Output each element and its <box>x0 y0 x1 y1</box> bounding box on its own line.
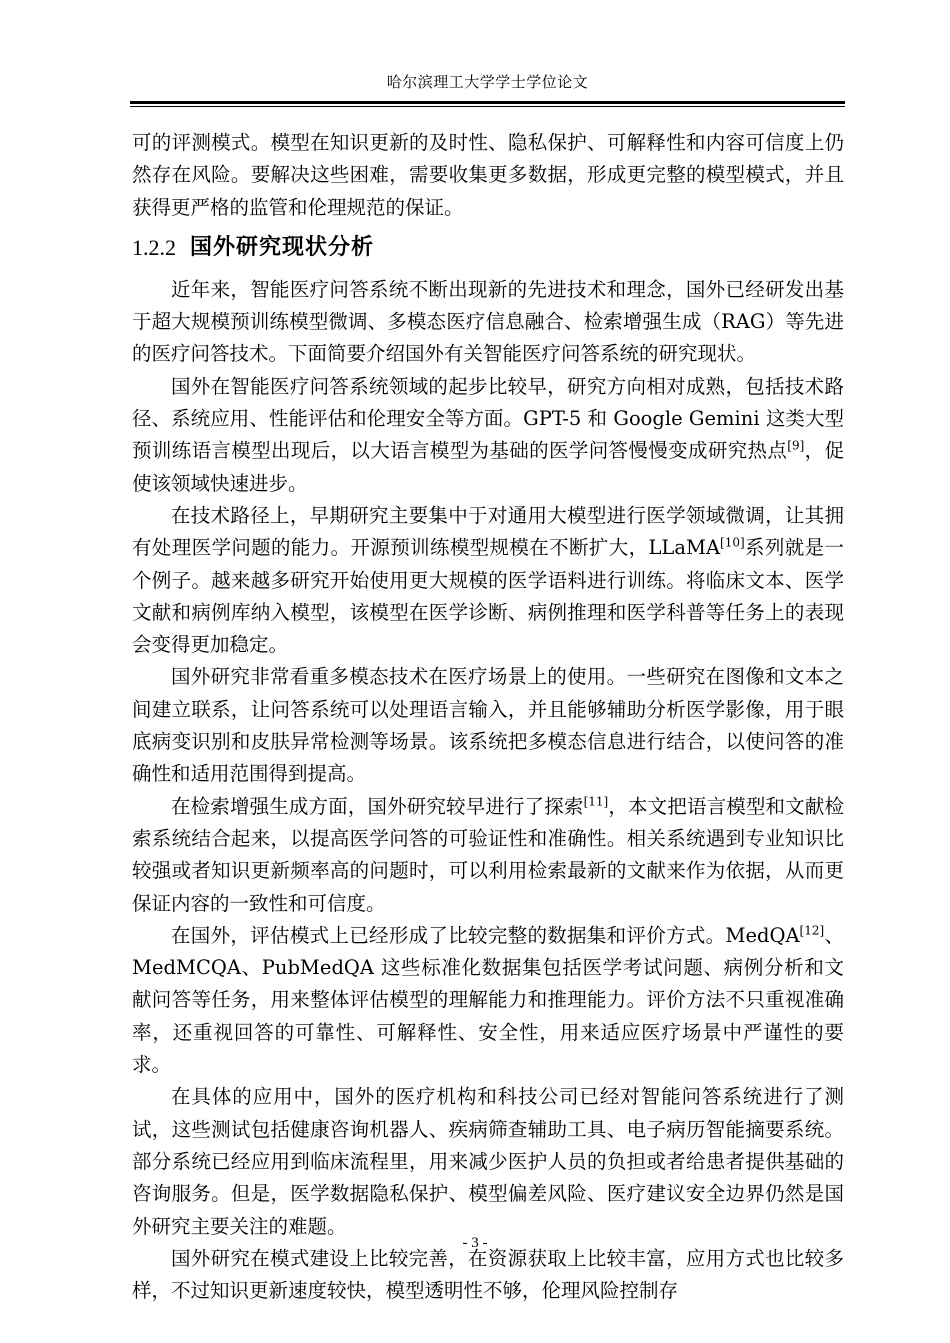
paragraph-text: ，促使该领域快速进步。 <box>132 439 844 495</box>
paragraph-continued: 可的评测模式。模型在知识更新的及时性、隐私保护、可解释性和内容可信度上仍然存在风险。要解决这些困难，需要收集更多数据，形成更完整的模型模式，并且获得更严格的监管和伦理规范的保证。 <box>132 131 844 219</box>
citation-ref: [12] <box>799 923 825 938</box>
page-number: - 3 - <box>462 1235 488 1251</box>
running-header: 哈尔滨理工大学学士学位论文 <box>386 73 589 91</box>
section-number: 1.2.2 <box>132 234 176 260</box>
paragraph-text: 、MedMCQA、PubMedQA 这些标准化数据集包括医学考试问题、病例分析和文献问答等任务，用来整体评估模型的理解能力和推理能力。评价方法不只重视准确率，还重视回答的可靠性、可解释性、安全性，用来适应医疗场景中严谨性的要求。 <box>132 923 844 1077</box>
paragraph-multimodal: 国外研究非常看重多模态技术在医疗场景上的使用。一些研究在图像和文本之间建立联系，让问答系统可以处理语言输入，并且能够辅助分析医学影像，用于眼底病变识别和皮肤异常检测等场景。该系统把多模态信息进行结合，以使问答的准确性和适用范围得到提高。 <box>132 665 844 786</box>
header-rule-thin <box>130 106 845 107</box>
paragraph-text: 系列就是一个例子。越来越多研究开始使用更大规模的医学语料进行训练。将临床文本、医学文献和病例库纳入模型，该模型在医学诊断、病例推理和医学科普等任务上的表现会变得更加稳定。 <box>132 536 844 657</box>
paragraph-text: 在检索增强生成方面，国外研究较早进行了探索 <box>171 794 584 818</box>
paragraph-rag <box>132 791 844 920</box>
citation-ref: [11] <box>583 794 609 809</box>
section-title: 国外研究现状分析 <box>190 234 375 260</box>
paragraph-text: ，本文把语言模型和文献检索系统结合起来，以提高医学问答的可验证性和准确性。相关系统遇到专业知识比较强或者知识更新频率高的问题时，可以利用检索最新的文献来作为依据，从而更保证内容的一致性和可信度。 <box>132 794 844 915</box>
header-rule-thick <box>130 101 845 104</box>
paragraph-summary: 国外研究在模式建设上比较完善，在资源获取上比较丰富，应用方式也比较多样，不过知识更新速度较快，模型透明性不够，伦理风险控制存 <box>132 1246 844 1303</box>
section-heading <box>132 230 844 266</box>
paragraph-application: 在具体的应用中，国外的医疗机构和科技公司已经对智能问答系统进行了测试，这些测试包括健康咨询机器人、疾病筛查辅助工具、电子病历智能摘要系统。部分系统已经应用到临床流程里，用来减少医护人员的负担或者给患者提供基础的咨询服务。但是，医学数据隐私保护、模型偏差风险、医疗建议安全边界仍然是国外研究主要关注的难题。 <box>132 1085 844 1238</box>
paragraph-text: 在国外，评估模式上已经形成了比较完整的数据集和评价方式。MedQA <box>171 923 800 947</box>
paragraph-text: 在技术路径上，早期研究主要集中于对通用大模型进行医学领域微调，让其拥有处理医学问题的能力。开源预训练模型规模在不断扩大，LLaMA <box>132 503 844 560</box>
paragraph-technical-path <box>132 500 844 661</box>
paragraph-text: 国外在智能医疗问答系统领域的起步比较早，研究方向相对成熟，包括技术路径、系统应用、性能评估和伦理安全等方面。GPT-5 和 Google Gemini 这类大型预训练语言模型出现后，以大语言模型为基础的医学问答慢慢变成研究热点 <box>132 374 844 463</box>
paragraph-overview <box>132 371 844 500</box>
body-text <box>132 127 844 1307</box>
paragraph-intro: 近年来，智能医疗问答系统不断出现新的先进技术和理念，国外已经研发出基于超大规模预训练模型微调、多模态医疗信息融合、检索增强生成（RAG）等先进的医疗问答技术。下面简要介绍国外有关智能医疗问答系统的研究现状。 <box>132 277 844 366</box>
paragraph-evaluation <box>132 920 844 1081</box>
citation-ref: [10] <box>720 535 745 550</box>
citation-ref: [9] <box>787 438 805 453</box>
